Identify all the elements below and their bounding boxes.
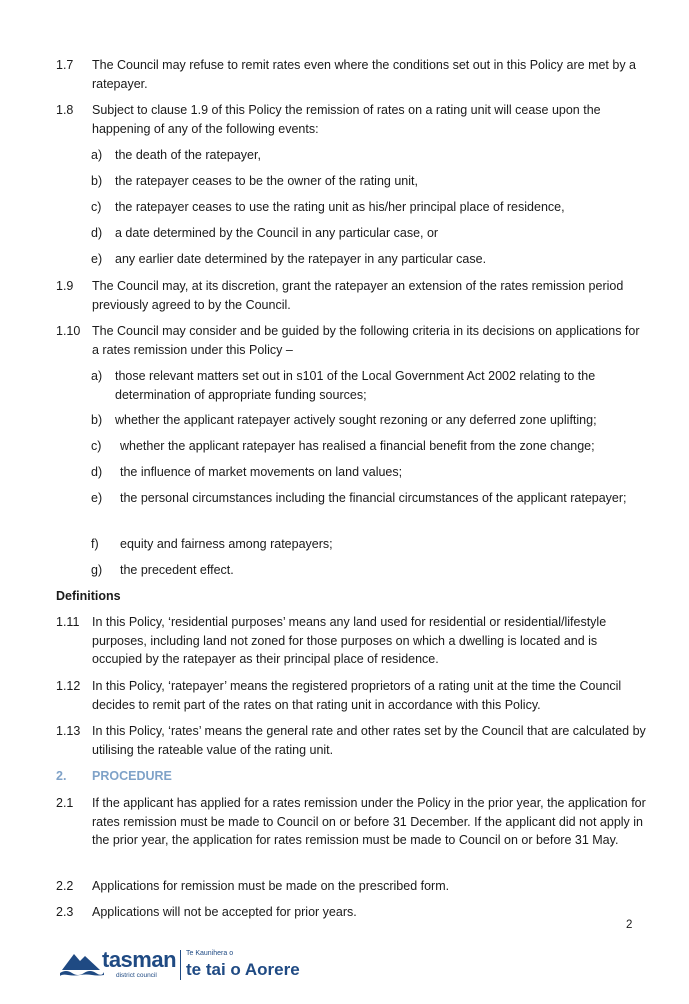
clause-number: 1.7 <box>56 58 74 72</box>
list-text: any earlier date determined by the ratepayer in any particular case. <box>115 252 487 266</box>
logo-tagline: district council <box>116 972 157 979</box>
list-text: equity and fairness among ratepayers; <box>120 537 333 551</box>
clause-text: Applications for remission must be made on the prescribed form. <box>92 879 450 893</box>
section-title: PROCEDURE <box>92 769 172 783</box>
list-text: those relevant matters set out in s101 of the Local Government Act 2002 relating to the determination of appropriate funding sources; <box>115 369 596 402</box>
list-label: g) <box>91 563 103 577</box>
tasman-logo <box>60 946 320 982</box>
logo-name: tasman <box>102 947 177 972</box>
list-label: e) <box>91 491 103 505</box>
list-text: whether the applicant ratepayer has realised a financial benefit from the zone change; <box>120 439 595 453</box>
clause-number: 2.2 <box>56 879 74 893</box>
mountains-waves-icon <box>60 948 104 978</box>
list-label: b) <box>91 413 103 427</box>
clause-text: The Council may refuse to remit rates even where the conditions set out in this Policy are met by a ratepayer. <box>92 58 637 91</box>
list-label: b) <box>91 174 103 188</box>
logo-maori-small: Te Kaunihera o <box>186 950 234 957</box>
clause-number: 1.10 <box>56 324 81 338</box>
clause-number: 1.13 <box>56 724 81 738</box>
clause-number: 1.12 <box>56 679 81 693</box>
list-text: the ratepayer ceases to be the owner of the rating unit, <box>115 174 418 188</box>
clause-number: 1.9 <box>56 279 74 293</box>
clause-number: 1.8 <box>56 103 74 117</box>
clause-text: In this Policy, ‘residential purposes’ means any land used for residential or residential/lifestyle purposes, including land not zoned for those purposes on which a dwelling is located and is occupied by the ratepayer as their principal place of residence. <box>92 615 607 666</box>
section-number: 2. <box>56 769 67 783</box>
logo-divider <box>180 950 181 980</box>
clause-text: Applications will not be accepted for prior years. <box>92 905 357 919</box>
clause-number: 1.11 <box>56 615 80 629</box>
list-label: d) <box>91 226 103 240</box>
definitions-heading: Definitions <box>56 589 121 603</box>
clause-text: The Council may consider and be guided by the following criteria in its decisions on applications for a rates remission under this Policy – <box>92 324 640 357</box>
list-label: f) <box>91 537 99 551</box>
list-label: c) <box>91 439 102 453</box>
clause-text: In this Policy, ‘rates’ means the general rate and other rates set by the Council that are calculated by utilising the rateable value of the rating unit. <box>92 724 646 757</box>
clause-number: 2.3 <box>56 905 74 919</box>
logo-maori-name: te tai o Aorere <box>186 960 300 979</box>
list-label: c) <box>91 200 102 214</box>
clause-text: If the applicant has applied for a rates remission under the Policy in the prior year, the application for rates remission must be made to Council on or before 31 December. If the applicant did not apply in the prior year, the application for rates remission must be made to Council on or before 31 May. <box>92 796 646 847</box>
list-text: the influence of market movements on land values; <box>120 465 403 479</box>
list-text: the ratepayer ceases to use the rating unit as his/her principal place of residence, <box>115 200 565 214</box>
list-label: d) <box>91 465 103 479</box>
list-text: a date determined by the Council in any particular case, or <box>115 226 439 240</box>
list-label: e) <box>91 252 103 266</box>
list-text: the death of the ratepayer, <box>115 148 261 162</box>
page-number: 2 <box>626 919 633 931</box>
clause-number: 2.1 <box>56 796 74 810</box>
list-text: the personal circumstances including the financial circumstances of the applicant ratepayer; <box>120 491 627 505</box>
clause-text: The Council may, at its discretion, grant the ratepayer an extension of the rates remission period previously agreed to by the Council. <box>92 279 624 312</box>
list-label: a) <box>91 148 103 162</box>
list-text: whether the applicant ratepayer actively sought rezoning or any deferred zone uplifting; <box>115 413 597 427</box>
list-text: the precedent effect. <box>120 563 234 577</box>
clause-text: In this Policy, ‘ratepayer’ means the registered proprietors of a rating unit at the time the Council decides to remit part of the rates on that rating unit in accordance with this Policy. <box>92 679 622 712</box>
clause-text: Subject to clause 1.9 of this Policy the remission of rates on a rating unit will cease upon the happening of any of the following events: <box>92 103 601 136</box>
list-label: a) <box>91 369 103 383</box>
